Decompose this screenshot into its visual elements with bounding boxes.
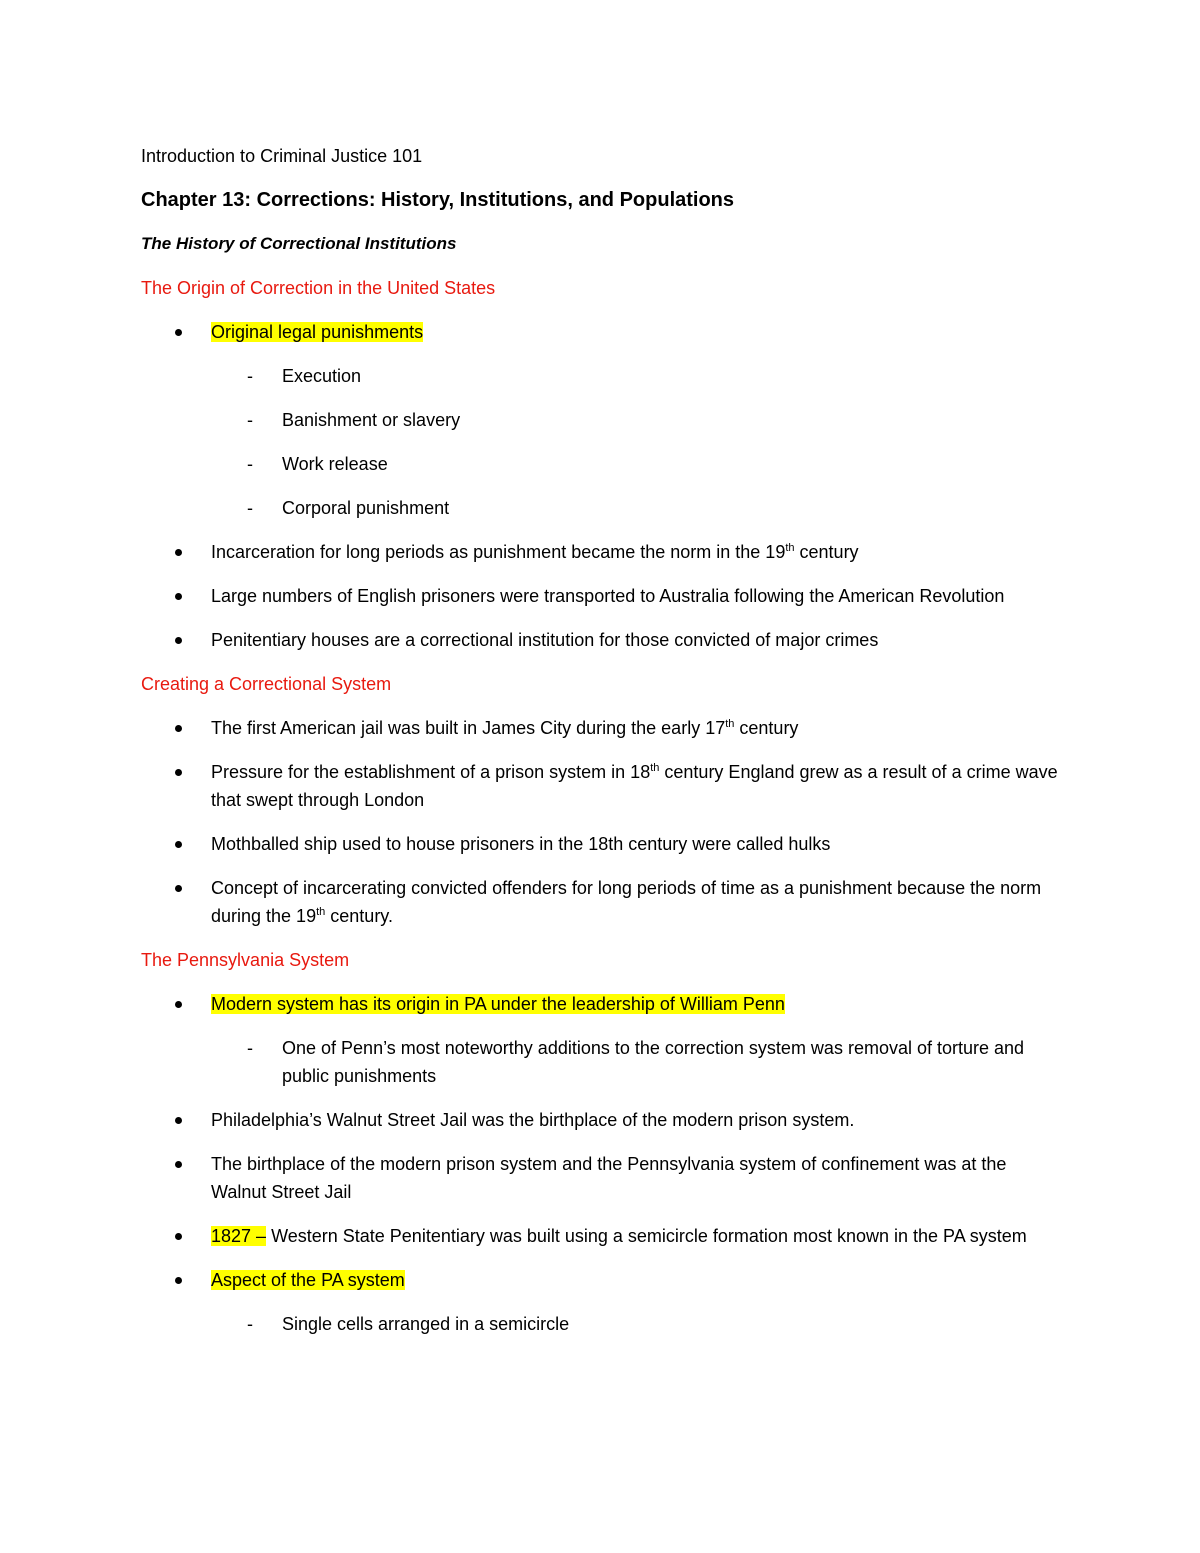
highlighted-text: Modern system has its origin in PA under the leadership of William Penn (211, 994, 785, 1014)
bullet-text: Philadelphia’s Walnut Street Jail was the birthplace of the modern prison system. (211, 1110, 855, 1130)
dash-icon: - (247, 498, 253, 518)
dash-item (141, 1034, 1060, 1090)
bullet-icon (175, 1117, 182, 1124)
dash-item-text: Corporal punishment (282, 498, 450, 518)
bullet-icon (175, 885, 182, 892)
section-title: The History of Correctional Institutions (141, 234, 457, 253)
bullet-icon (175, 329, 182, 336)
bullet-text-post: century (794, 542, 859, 562)
subheading-pennsylvania: The Pennsylvania System (141, 950, 350, 970)
bullet-item (141, 758, 1060, 814)
dash-icon: - (247, 454, 253, 474)
bullet-item (141, 714, 1060, 742)
bullet-text-pre: Pressure for the establishment of a prison system in 18 (211, 762, 651, 782)
bullet-item (141, 582, 1060, 610)
bullet-text-post: century (734, 718, 799, 738)
bullet-text-post: century. (325, 906, 393, 926)
bullet-icon (175, 1001, 182, 1008)
bullet-text-pre: Incarceration for long periods as punishment became the norm in the 19 (211, 542, 786, 562)
bullet-icon (175, 725, 182, 732)
bullet-text-pre: Concept of incarcerating convicted offenders for long periods of time as a punishment because the norm during the 19 (211, 878, 1042, 926)
ordinal-superscript: th (316, 906, 326, 918)
bullet-text: The birthplace of the modern prison system and the Pennsylvania system of confinement was at the Walnut Street Jail (211, 1154, 1007, 1202)
bullet-item (141, 1106, 1060, 1134)
dash-item-text: One of Penn’s most noteworthy additions to the correction system was removal of torture and public punishments (282, 1038, 1025, 1086)
course-title: Introduction to Criminal Justice 101 (141, 146, 423, 166)
highlighted-text: Aspect of the PA system (211, 1270, 405, 1290)
chapter-title: Chapter 13: Corrections: History, Institutions, and Populations (141, 189, 735, 211)
bullet-icon (175, 549, 182, 556)
bullet-item (141, 538, 1060, 566)
ordinal-superscript: th (725, 718, 735, 730)
bullet-item (141, 318, 1060, 346)
bullet-icon (175, 769, 182, 776)
dash-item-text: Single cells arranged in a semicircle (282, 1314, 570, 1334)
bullet-icon (175, 637, 182, 644)
bullet-icon (175, 841, 182, 848)
bullet-icon (175, 1277, 182, 1284)
bullet-text: Large numbers of English prisoners were transported to Australia following the American Revolution (211, 586, 1005, 606)
dash-icon: - (247, 410, 253, 430)
bullet-item (141, 1266, 1060, 1294)
dash-item-text: Work release (282, 454, 388, 474)
highlighted-text: Original legal punishments (211, 322, 424, 342)
ordinal-superscript: th (650, 762, 660, 774)
dash-item (141, 406, 1060, 434)
dash-icon: - (247, 1038, 253, 1058)
dash-icon: - (247, 1314, 253, 1334)
highlighted-year: 1827 – (211, 1226, 267, 1246)
bullet-item (141, 1150, 1060, 1206)
bullet-item (141, 1222, 1060, 1250)
bullet-item (141, 626, 1060, 654)
subheading-creating: Creating a Correctional System (141, 674, 392, 694)
dash-item-text: Execution (282, 366, 362, 386)
dash-item (141, 1310, 1060, 1338)
subheading-origin: The Origin of Correction in the United States (141, 278, 496, 298)
dash-item-text: Banishment or slavery (282, 410, 461, 430)
dash-item (141, 494, 1060, 522)
bullet-text: Penitentiary houses are a correctional institution for those convicted of major crimes (211, 630, 879, 650)
bullet-icon (175, 1233, 182, 1240)
bullet-item (141, 830, 1060, 858)
bullet-icon (175, 593, 182, 600)
dash-item (141, 450, 1060, 478)
bullet-text-post: Western State Penitentiary was built using a semicircle formation most known in the PA system (266, 1226, 1027, 1246)
bullet-text-pre: The first American jail was built in James City during the early 17 (211, 718, 726, 738)
bullet-icon (175, 1161, 182, 1168)
ordinal-superscript: th (785, 542, 795, 554)
bullet-item (141, 874, 1060, 930)
bullet-text-post: century England grew as a result of a crime wave that swept through London (211, 762, 1058, 810)
bullet-text: Mothballed ship used to house prisoners in the 18th century were called hulks (211, 834, 831, 854)
bullet-item (141, 990, 1060, 1018)
dash-item (141, 362, 1060, 390)
dash-icon: - (247, 366, 253, 386)
